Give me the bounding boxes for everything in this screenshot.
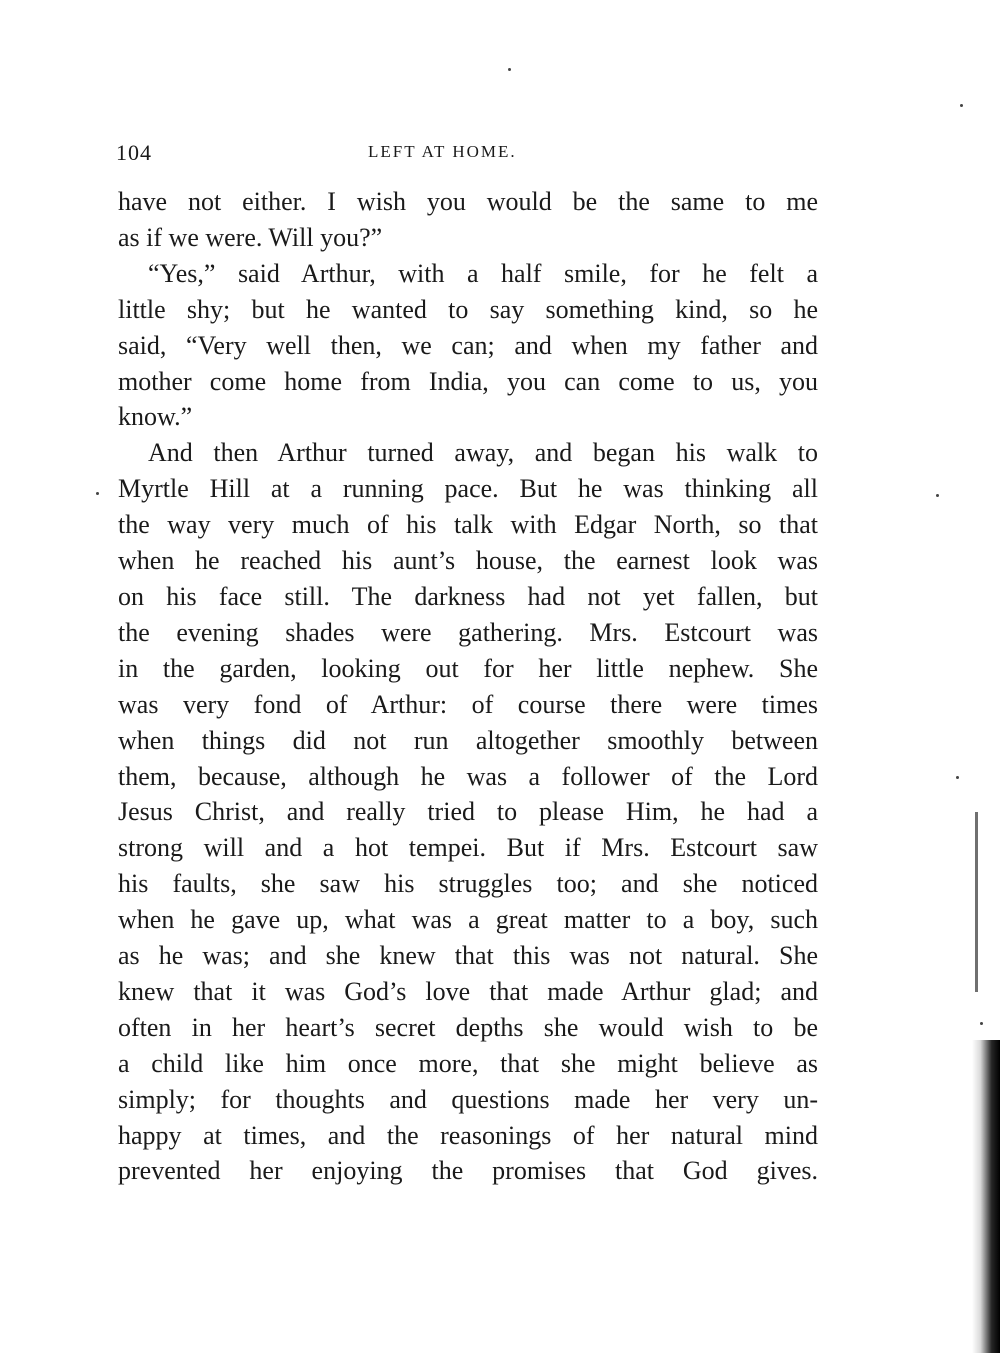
- scan-speck: [936, 494, 939, 497]
- scan-speck: [956, 776, 959, 779]
- scan-speck: [508, 68, 511, 71]
- text-line: in the garden, looking out for her little nephew. She: [118, 653, 818, 683]
- text-line: know.”: [118, 402, 193, 432]
- text-line: when he reached his aunt’s house, the earnest look was: [118, 546, 818, 576]
- text-line: was very fond of Arthur: of course there were times: [118, 689, 818, 719]
- text-line: Myrtle Hill at a running pace. But he was thinking all: [118, 474, 818, 504]
- text-line: as if we were. Will you?”: [118, 222, 383, 252]
- text-line: his faults, she saw his struggles too; and she noticed: [118, 869, 818, 899]
- text-line: have not either. I wish you would be the same to me: [118, 187, 818, 216]
- running-head: [116, 140, 818, 168]
- scan-speck: [960, 104, 963, 107]
- text-line: strong will and a hot tempei. But if Mrs. Estcourt saw: [118, 833, 818, 863]
- text-line: simply; for thoughts and questions made her very un-: [118, 1084, 818, 1114]
- text-line: often in her heart’s secret depths she would wish to be: [118, 1012, 818, 1042]
- text-line: mother come home from India, you can come to us, you: [118, 366, 818, 396]
- scan-speck: [96, 492, 99, 495]
- text-line: them, because, although he was a follower of the Lord: [118, 761, 818, 791]
- text-line: the way very much of his talk with Edgar North, so that: [118, 510, 818, 540]
- page-number: 104: [116, 140, 152, 165]
- text-line: little shy; but he wanted to say something kind, so he: [118, 294, 818, 324]
- text-line: knew that it was God’s love that made Arthur glad; and: [118, 976, 818, 1006]
- body-text: [118, 184, 818, 1189]
- scan-edge-line: [975, 812, 978, 992]
- text-line: prevented her enjoying the promises that God gives.: [118, 1156, 818, 1186]
- text-line: happy at times, and the reasonings of her natural mind: [118, 1120, 818, 1150]
- text-line: as he was; and she knew that this was not natural. She: [118, 941, 818, 971]
- scan-speck: [980, 1022, 983, 1025]
- text-line: “Yes,” said Arthur, with a half smile, for he felt a: [148, 258, 818, 288]
- text-line: said, “Very well then, we can; and when my father and: [118, 330, 818, 360]
- scan-edge-shadow: [972, 1040, 1000, 1353]
- text-line: when he gave up, what was a great matter to a boy, such: [118, 905, 818, 935]
- text-line: on his face still. The darkness had not yet fallen, but: [118, 581, 818, 611]
- text-line: a child like him once more, that she might believe as: [118, 1048, 818, 1078]
- text-line: the evening shades were gathering. Mrs. Estcourt was: [118, 617, 818, 647]
- text-line: Jesus Christ, and really tried to please Him, he had a: [118, 797, 818, 827]
- text-line: when things did not run altogether smoothly between: [118, 725, 818, 755]
- book-title: LEFT AT HOME.: [368, 142, 517, 161]
- text-line: And then Arthur turned away, and began his walk to: [148, 438, 818, 468]
